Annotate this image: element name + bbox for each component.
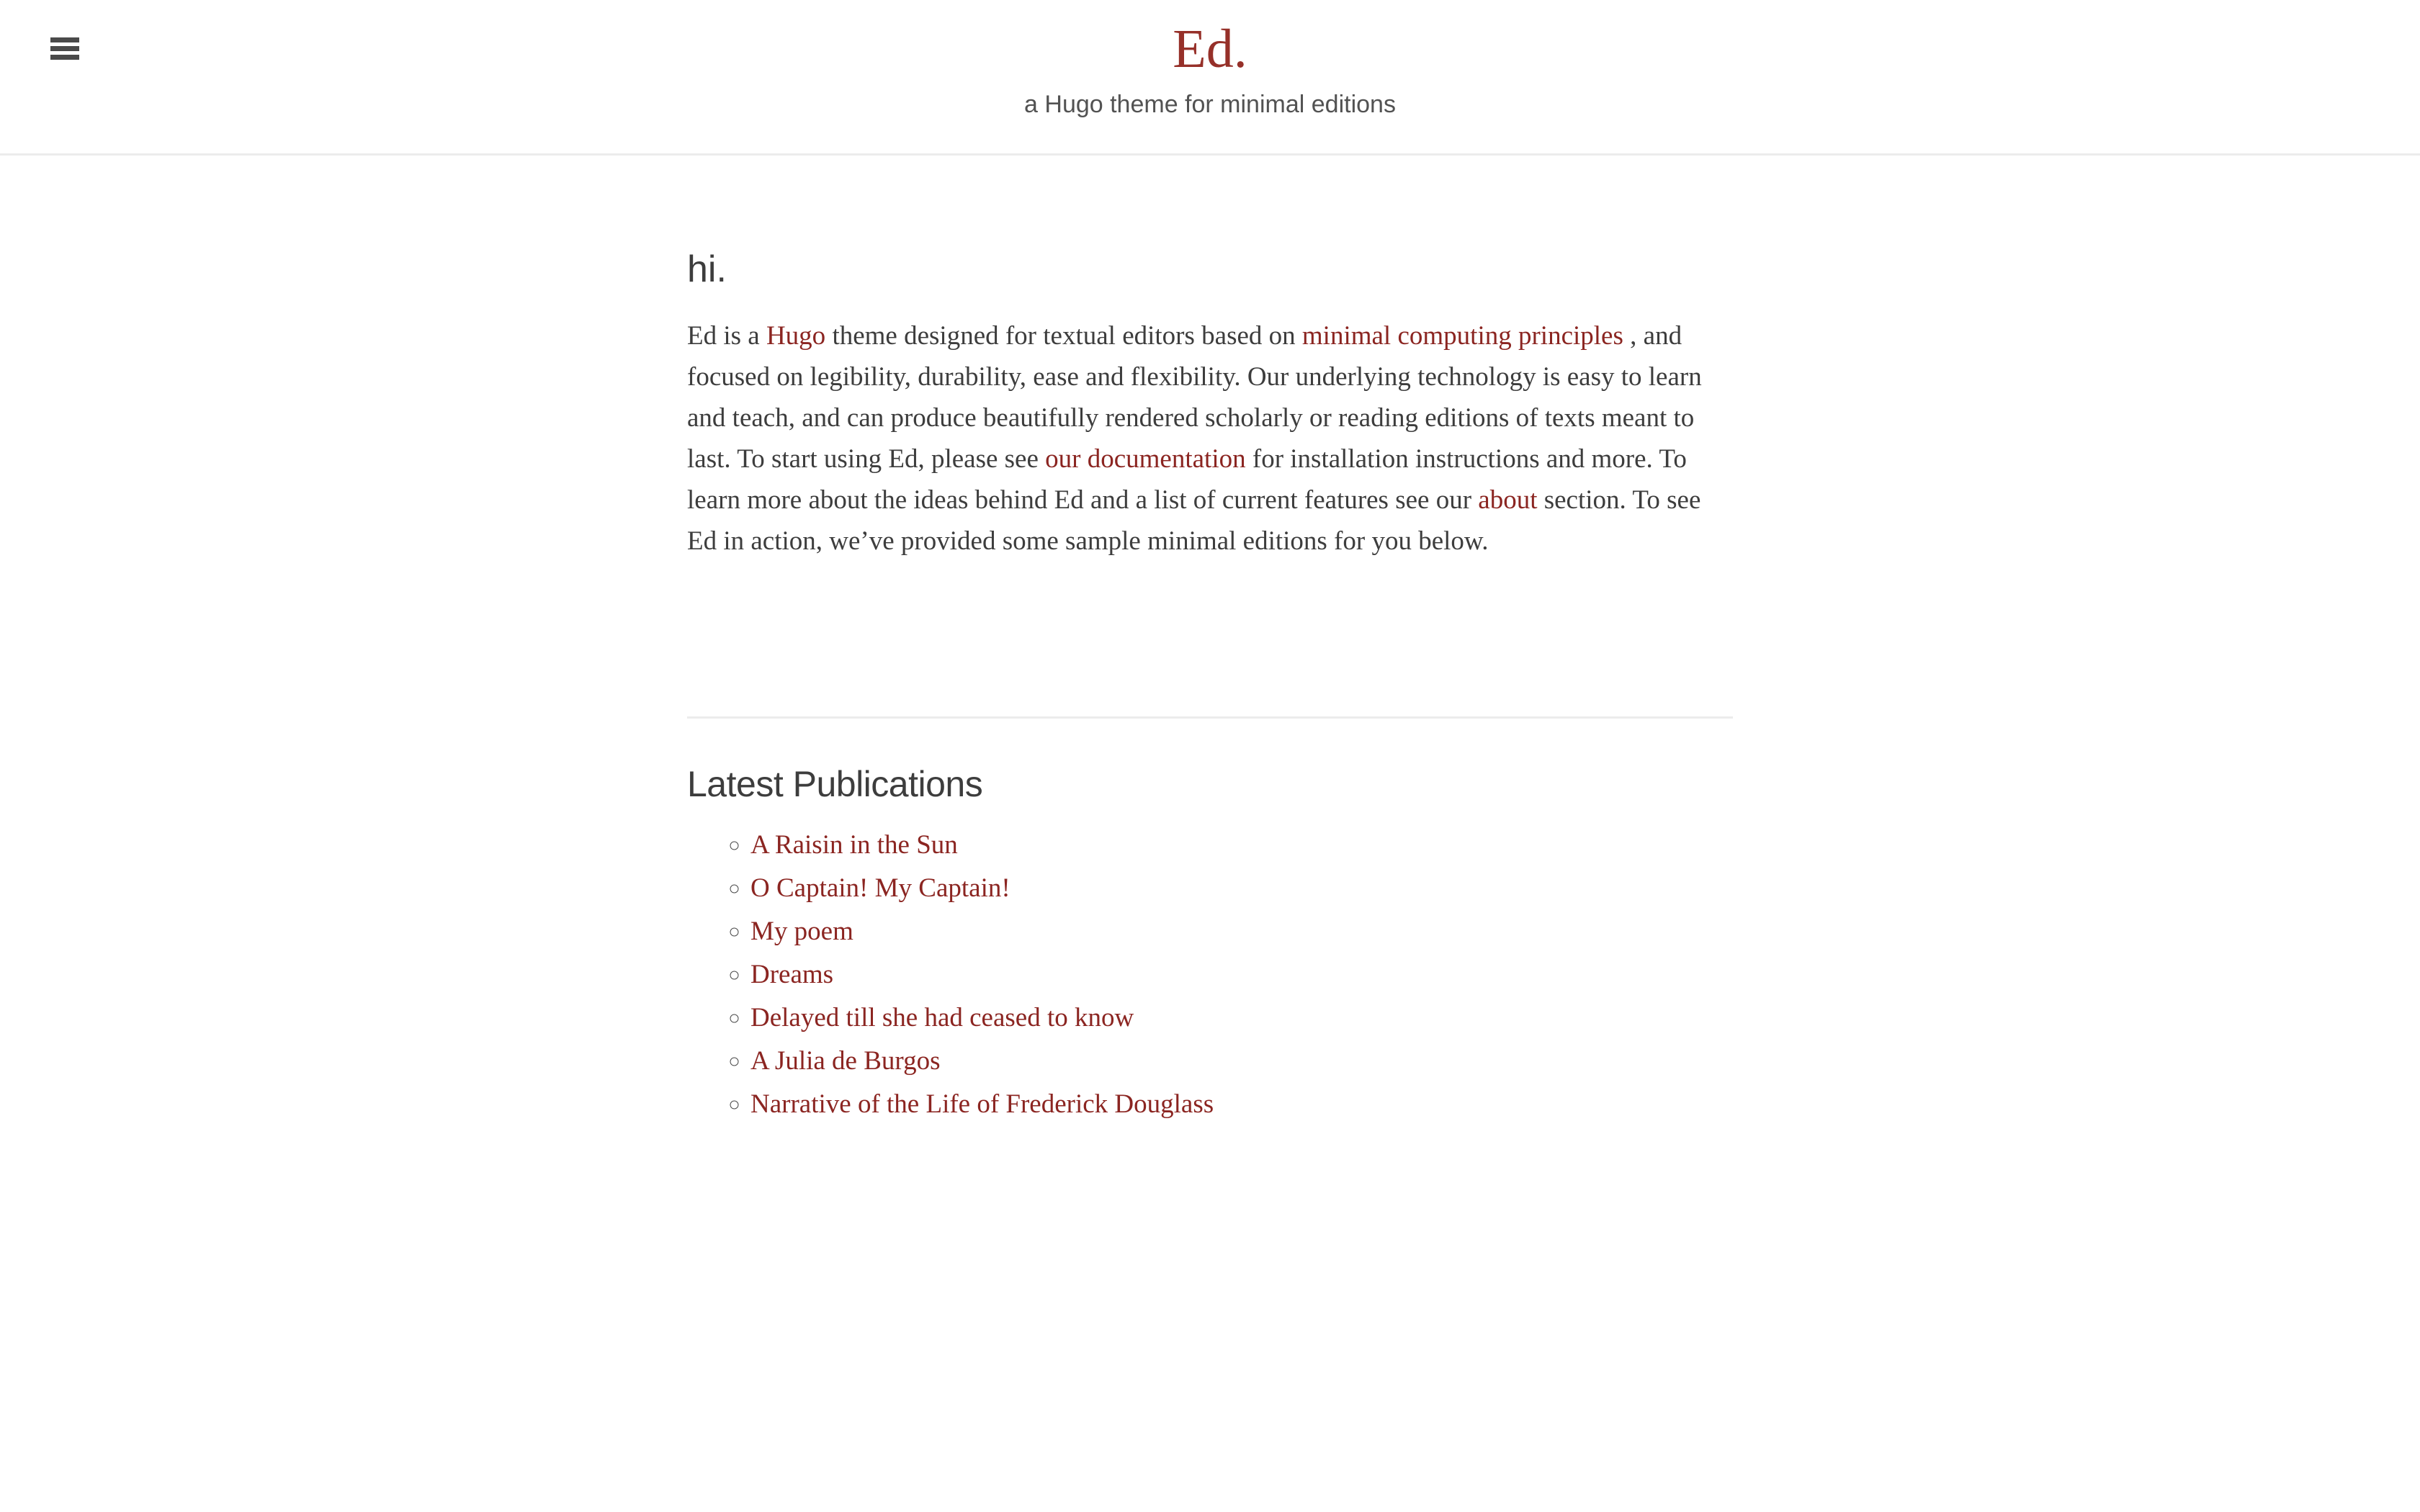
- site-header: [0, 0, 2420, 156]
- publication-item: [750, 910, 1733, 953]
- publication-item: [750, 1040, 1733, 1083]
- menu-button[interactable]: [50, 37, 79, 60]
- hamburger-bar: [50, 55, 79, 60]
- publication-item: [750, 867, 1733, 910]
- publication-link[interactable]: Narrative of the Life of Frederick Douglass: [750, 1089, 1214, 1119]
- site-title[interactable]: Ed.: [1173, 19, 1247, 79]
- publication-item: [750, 824, 1733, 867]
- publications-heading: Latest Publications: [687, 764, 983, 804]
- hamburger-icon: [50, 37, 79, 60]
- publication-link[interactable]: A Julia de Burgos: [750, 1046, 941, 1076]
- publication-link[interactable]: A Raisin in the Sun: [750, 830, 958, 860]
- site-subtitle: a Hugo theme for minimal editions: [1024, 91, 1396, 118]
- publications-list: [687, 824, 1733, 1126]
- publication-link[interactable]: Delayed till she had ceased to know: [750, 1003, 1134, 1032]
- intro-paragraph: Ed is a Hugo theme designed for textual editors based on minimal computing principles , and focused on legibility, durability, ease and flexibility. Our underlying technology is easy to learn and teach, and can produce beautifully rendered scholarly or reading editions of texts meant to last. To start using Ed, please see our documentation for installation instructions and more. To learn more about the ideas behind Ed and a list of current features see our about section. To see Ed in action, we’ve provided some sample minimal editions for you below.: [687, 321, 1702, 556]
- section-divider: [687, 716, 1733, 719]
- hamburger-bar: [50, 37, 79, 42]
- documentation-link[interactable]: our documentation: [1045, 444, 1246, 474]
- publication-link[interactable]: Dreams: [750, 960, 834, 989]
- minimal-computing-principles-link[interactable]: minimal computing principles: [1301, 321, 1623, 351]
- publications-section: [687, 766, 1733, 1126]
- publication-item: [750, 996, 1733, 1040]
- about-link[interactable]: about: [1478, 485, 1538, 515]
- publication-link[interactable]: My poem: [750, 917, 853, 946]
- hamburger-bar: [50, 46, 79, 51]
- publication-item: [750, 1083, 1733, 1126]
- main-content: [687, 248, 1733, 1126]
- publication-item: [750, 953, 1733, 996]
- hugo-link[interactable]: Hugo: [766, 321, 826, 351]
- page-title: hi.: [687, 248, 727, 290]
- publication-link[interactable]: O Captain! My Captain!: [750, 873, 1010, 903]
